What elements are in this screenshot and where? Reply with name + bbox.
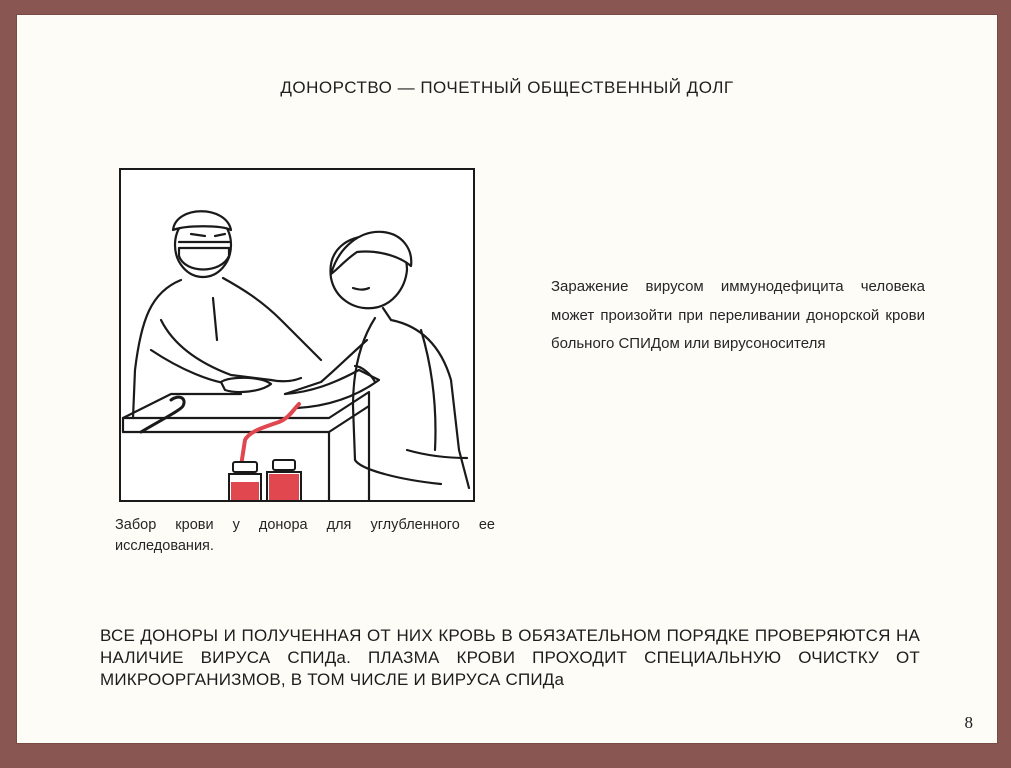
donor-screening-text: ВСЕ ДОНОРЫ И ПОЛУЧЕННАЯ ОТ НИХ КРОВЬ В ОБЯЗАТЕЛЬНОМ ПОРЯДКЕ ПРОВЕРЯЮТСЯ НА НАЛИЧИЕ ВИРУСА СПИДа. ПЛАЗМА КРОВИ ПРОХОДИТ СПЕЦИАЛЬНУЮ ОЧИСТКУ ОТ МИКРООРГАНИЗМОВ, В ТОМ ЧИСЛЕ И ВИРУСА СПИДа [100,626,920,689]
blood-donation-illustration [119,168,475,502]
page-number: 8 [964,713,973,732]
blood-fill-right [269,474,299,500]
hiv-transmission-text: Заражение вирусом иммунодефицита человека может произойти при переливании донорской крови больного СПИДом или вирусоносителя [551,278,925,352]
tourniquet [141,397,184,432]
doctor-hand [221,378,271,392]
page-title: ДОНОРСТВО — ПОЧЕТНЫЙ ОБЩЕСТВЕННЫЙ ДОЛГ [280,78,734,97]
document-page [17,15,997,743]
illustration-caption: Забор крови у донора для углубленного ее исследования. [115,517,495,554]
blood-tube [241,404,299,466]
doctor-mask [179,248,229,270]
blood-fill-left [231,482,259,500]
